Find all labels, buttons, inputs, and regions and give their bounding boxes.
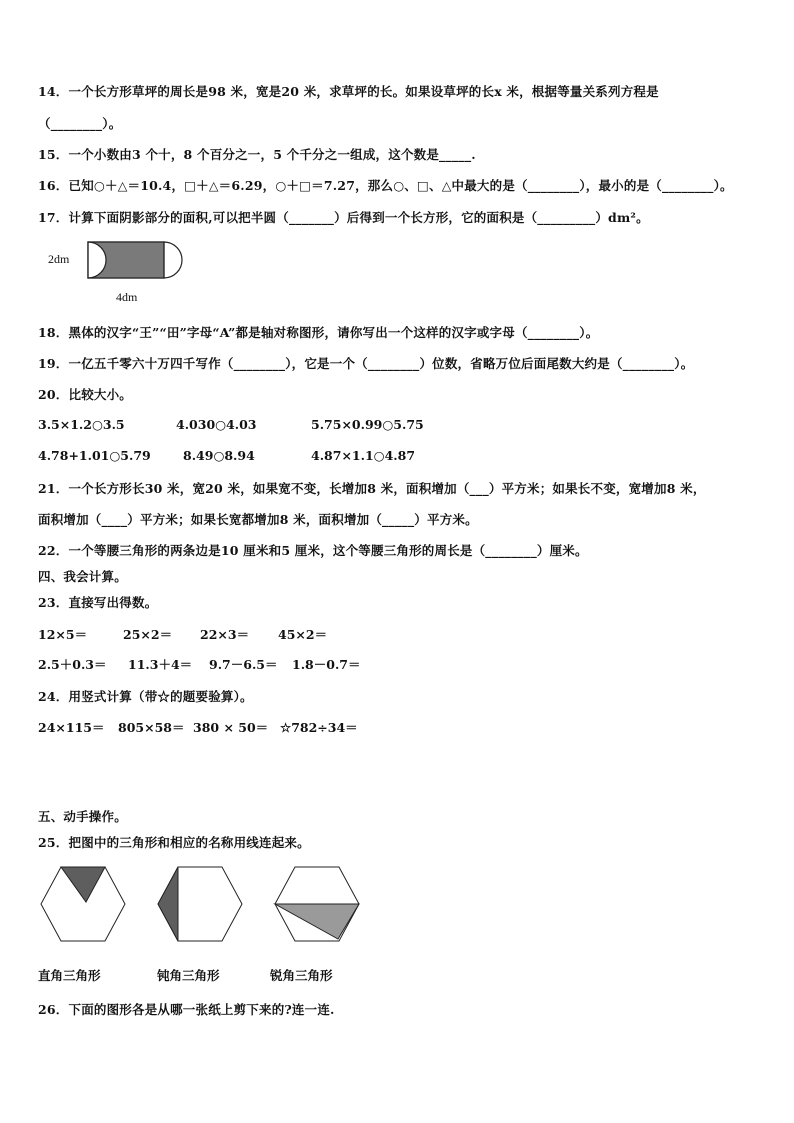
q23-item: 45×2＝ [278, 627, 328, 642]
q25-label-acute-triangle: 锐角三角形 [270, 968, 333, 983]
q17-height-label: 2dm [48, 252, 70, 266]
q24-item: 24×115＝ [38, 720, 105, 735]
q19-text: 19．一亿五千零六十万四千写作（________），它是一个（________）位数，省略万位后面尾数大约是（________）。 [38, 356, 694, 371]
q23-item: 25×2＝ [123, 627, 173, 642]
q25-hexagon-2 [157, 866, 243, 942]
q21-line2: 面积增加（____）平方米；如果长宽都增加8 米，面积增加（_____）平方米。 [38, 512, 478, 527]
q24-title: 24．用竖式计算（带☆的题要验算）。 [38, 689, 253, 704]
q20-item: 8.49○8.94 [183, 448, 255, 463]
q22-text: 22．一个等腰三角形的两条边是10 厘米和5 厘米，这个等腰三角形的周长是（________）厘米。 [38, 543, 588, 558]
section-4-heading: 四、我会计算。 [38, 569, 127, 584]
q20-title: 20．比较大小。 [38, 387, 132, 402]
q20-item: 3.5×1.2○3.5 [38, 417, 125, 432]
q24-item: ☆782÷34＝ [280, 720, 358, 735]
q23-item: 22×3＝ [200, 627, 250, 642]
q23-item: 11.3＋4＝ [128, 657, 193, 672]
q20-item: 5.75×0.99○5.75 [311, 417, 424, 432]
q18-text: 18．黑体的汉字“王”“田”字母“A”都是轴对称图形，请你写出一个这样的汉字或字母（________）。 [38, 325, 599, 340]
q23-item: 12×5＝ [38, 627, 88, 642]
q25-hexagon-3 [274, 866, 360, 942]
q14-line1: 14．一个长方形草坪的周长是98 米，宽是20 米，求草坪的长。如果设草坪的长x 米，根据等量关系列方程是 [38, 84, 659, 99]
q26-text: 26．下面的图形各是从哪一张纸上剪下来的?连一连. [38, 1002, 335, 1017]
q17-shaded-figure [88, 242, 188, 282]
q24-item: 380 × 50＝ [193, 720, 269, 735]
q20-item: 4.78+1.01○5.79 [38, 448, 151, 463]
q14-answer-blank[interactable]: （________）。 [38, 116, 122, 131]
q16-text: 16．已知○＋△＝10.4，□＋△＝6.29，○＋□＝7.27，那么○、□、△中最大的是（________），最小的是（________）。 [38, 178, 733, 193]
q23-title: 23．直接写出得数。 [38, 595, 158, 610]
q20-item: 4.87×1.1○4.87 [311, 448, 416, 463]
q23-item: 9.7－6.5＝ [209, 657, 278, 672]
q17-width-label: 4dm [116, 290, 138, 304]
q25-shaded-triangle-2 [158, 867, 178, 941]
q21-line1: 21．一个长方形长30 米，宽20 米，如果宽不变，长增加8 米，面积增加（___）平方米；如果长不变，宽增加8 米， [38, 481, 706, 496]
q20-item: 4.030○4.03 [176, 417, 257, 432]
q17-text: 17．计算下面阴影部分的面积,可以把半圆（_______）后得到一个长方形，它的面积是（_________）dm²。 [38, 210, 649, 225]
q25-label-obtuse-triangle: 钝角三角形 [157, 968, 220, 983]
q23-item: 2.5＋0.3＝ [38, 657, 107, 672]
q24-item: 805×58＝ [118, 720, 185, 735]
q25-hexagon-1 [40, 866, 126, 942]
q23-item: 1.8－0.7＝ [292, 657, 361, 672]
section-5-heading: 五、动手操作。 [38, 809, 127, 824]
q25-label-right-triangle: 直角三角形 [38, 968, 101, 983]
q25-title: 25．把图中的三角形和相应的名称用线连起来。 [38, 835, 310, 850]
q15-text: 15．一个小数由3 个十，8 个百分之一，5 个千分之一组成，这个数是_____. [38, 147, 476, 162]
